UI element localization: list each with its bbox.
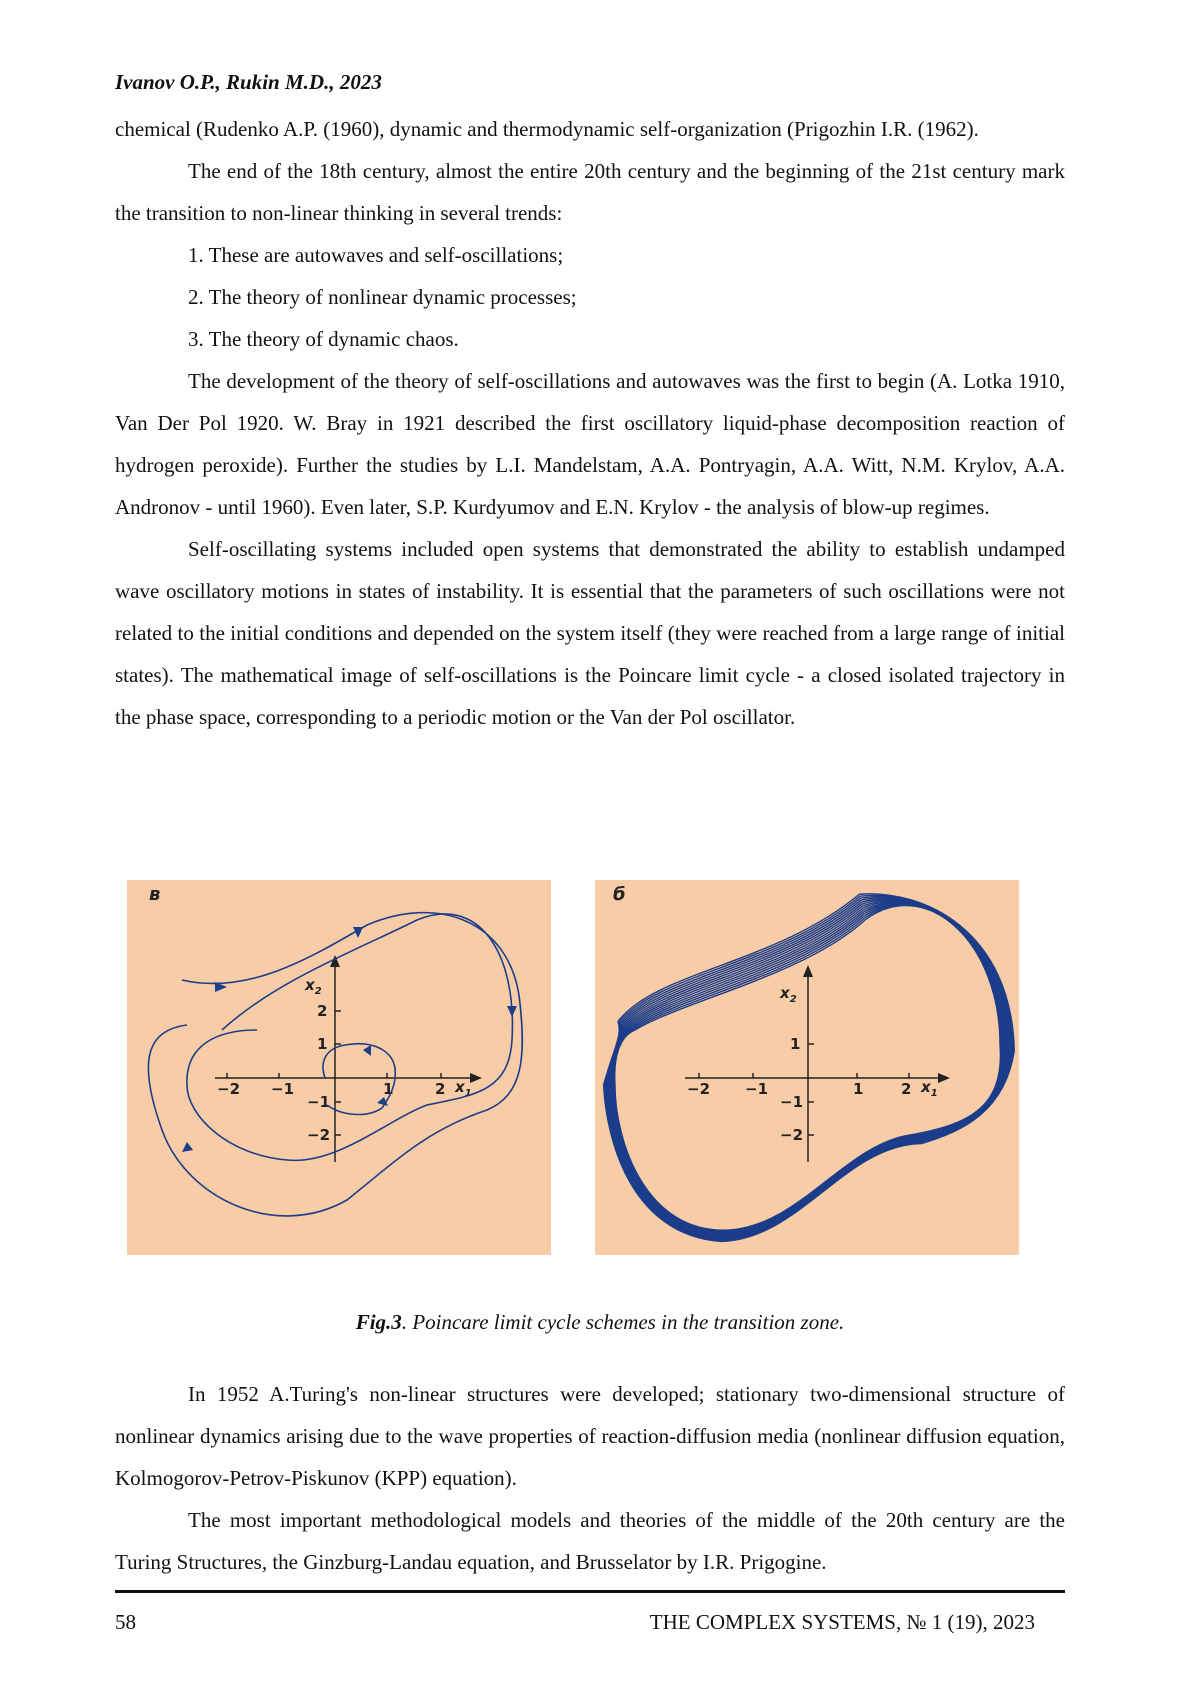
paragraph: The development of the theory of self-oscillations and autowaves was the first to begin (A. Lotka 1910, Van Der Pol 1920. W. Bray in 1921 described the first oscillatory liquid-phase decomposition reaction of hydrogen peroxide). Further the studies by L.I. Mandelstam, A.A. Pontryagin, A.A. Witt, N.M. Krylov, A.A. Andronov - until 1960). Even later, S.P. Kurdyumov and E.N. Krylov - the analysis of blow-up regimes. xyxy=(115,369,1065,519)
x-tick-label: 2 xyxy=(435,1080,446,1098)
x-tick-label: 1 xyxy=(383,1080,394,1098)
caption-text: . Poincare limit cycle schemes in the transition zone. xyxy=(401,1310,845,1334)
x-axis-label: $x_1$ xyxy=(921,1078,938,1099)
page-number: 58 xyxy=(115,1610,136,1634)
y-tick-label: −1 xyxy=(307,1093,331,1111)
y-axis-label: $x_2$ xyxy=(305,976,322,997)
list-item: 1. These are autowaves and self-oscillations; xyxy=(188,243,564,267)
phase-portrait-a xyxy=(127,880,551,1255)
x-tick-label: −2 xyxy=(687,1080,711,1098)
x-tick-label: −1 xyxy=(271,1080,295,1098)
paragraph: The end of the 18th century, almost the entire 20th century and the beginning of the 21st century mark the transition to non-linear thinking in several trends: xyxy=(115,159,1065,225)
footer-rule xyxy=(115,1590,1065,1593)
paragraph: The most important methodological models and theories of the middle of the 20th century are the Turing Structures, the Ginzburg-Landau equation, and Brusselator by I.R. Prigogine. xyxy=(115,1508,1065,1574)
y-tick-label: 1 xyxy=(317,1035,328,1053)
x-tick-label: 2 xyxy=(901,1080,912,1098)
body-text-top xyxy=(115,108,1065,738)
list-item: 2. The theory of nonlinear dynamic processes; xyxy=(188,285,577,309)
x-tick-label: 1 xyxy=(853,1080,864,1098)
x-tick-label: −1 xyxy=(745,1080,769,1098)
y-tick-label: −1 xyxy=(780,1093,804,1111)
y-axis-label: $x_2$ xyxy=(780,984,797,1005)
panel-letter: в xyxy=(149,884,161,905)
paragraph: Self-oscillating systems included open systems that demonstrated the ability to establish undamped wave oscillatory motions in states of instability. It is essential that the parameters of such oscillations were not related to the initial conditions and depended on the system itself (they were reached from a large range of initial states). The mathematical image of self-oscillations is the Poincare limit cycle - a closed isolated trajectory in the phase space, corresponding to a periodic motion or the Van der Pol oscillator. xyxy=(115,537,1065,729)
phase-portrait-b xyxy=(595,880,1019,1255)
y-tick-label: −2 xyxy=(307,1126,331,1144)
paragraph: chemical (Rudenko A.P. (1960), dynamic and thermodynamic self-organization (Prigozhin I.R. (1962). xyxy=(115,117,979,141)
journal-footer: THE COMPLEX SYSTEMS, № 1 (19), 2023 xyxy=(649,1610,1035,1634)
y-tick-label: 1 xyxy=(790,1035,801,1053)
x-tick-label: −2 xyxy=(217,1080,241,1098)
caption-label: Fig.3 xyxy=(355,1310,402,1334)
figure-caption xyxy=(0,1310,1200,1335)
body-text-bottom xyxy=(115,1373,1065,1583)
paragraph: In 1952 A.Turing's non-linear structures were developed; stationary two-dimensional structure of nonlinear dynamics arising due to the wave properties of reaction-diffusion media (nonlinear diffusion equation, Kolmogorov-Petrov-Piskunov (KPP) equation). xyxy=(115,1382,1065,1490)
x-axis-label: $x_1$ xyxy=(455,1078,472,1099)
y-tick-label: −2 xyxy=(780,1126,804,1144)
running-header: Ivanov O.P., Rukin M.D., 2023 xyxy=(115,70,382,94)
list-item: 3. The theory of dynamic chaos. xyxy=(188,327,459,351)
y-tick-label: 2 xyxy=(317,1002,328,1020)
panel-letter: б xyxy=(613,884,626,905)
